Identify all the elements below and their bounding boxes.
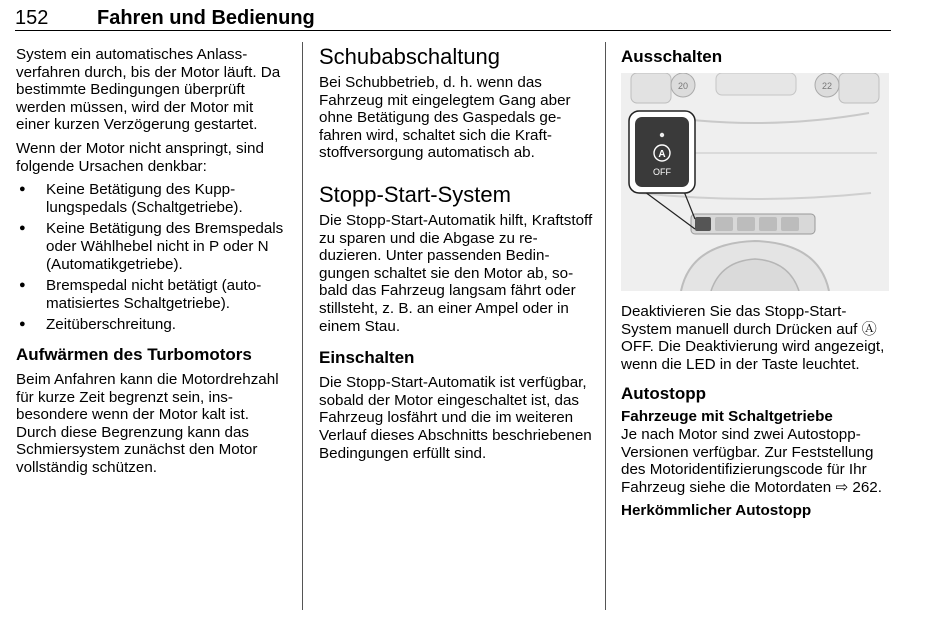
column-left [16,46,291,482]
list-item: ● Keine Betätigung des Bremspedals oder Wählhebel nicht in P oder N (Automatikgetriebe). [16,220,291,273]
paragraph-start-procedure: System ein automatisches Anlassverfahren durch, bis der Motor läuft. Da bestimmte Bedingungen überprüft werden müssen, wird der Motor mit einer kurzen Verzögerung gestartet. [16,46,281,134]
paragraph-stopp-start-system: Die Stopp-Start-Automatik hilft, Kraftstoff zu sparen und die Abgase zu reduzieren. Unter passenden Bedingungen schaltet sie den Motor ab, sobald das Fahrzeug langsam fährt oder stillsteht, z. B. an einer Ampel oder in einem Stau. [319,211,593,335]
chapter-title: Fahren und Bedienung [97,7,315,29]
stop-start-button-small [695,217,711,231]
heading-turbo-warmup: Aufwärmen des Turbomotors [16,344,252,364]
heading-stopp-start-system: Stopp-Start-System [319,181,511,207]
paragraph-turbo-warmup: Beim Anfahren kann die Motordrehzahl für kurze Zeit begrenzt sein, insbesondere wenn der Motor kalt ist. Durch diese Begrenzung kann das Schmiersystem zunächst den Motor vollständig schützen. [16,370,279,476]
page-number: 152 [15,7,49,29]
page-header [15,6,891,31]
heading-schubabschaltung: Schubabschaltung [319,44,501,69]
column-divider [605,42,606,610]
heading-herkoemmlicher-autostopp: Herkömmlicher Autostopp [621,502,812,520]
column-divider [302,42,303,610]
column-middle [319,46,594,468]
svg-text:20: 20 [677,81,689,91]
paragraph-einschalten: Die Stopp-Start-Automatik ist verfügbar, sobald der Motor eingeschaltet ist, das Fahrzeug losfährt und die im weiteren Verlauf dieses Abschnitts beschriebenen Bedingungen erfüllt sind. [319,374,592,462]
svg-text:A: A [658,149,666,160]
console-illustration [621,73,889,291]
heading-einschalten: Einschalten [319,348,415,368]
causes-list [16,181,291,334]
list-item: ● Bremspedal nicht betätigt (automatisiertes Schaltgetriebe). [16,277,291,312]
list-item: ● Zeitüberschreitung. [16,316,291,334]
heading-autostopp: Autostopp [621,384,706,404]
svg-text:22: 22 [821,81,833,91]
paragraph-schaltgetriebe: Je nach Motor sind zwei Autostopp-Versionen verfügbar. Zur Feststellung des Motoridentifizierungscode für Ihr Fahrzeug siehe die Motordaten ⇨ 262. [621,425,882,496]
column-right [621,46,893,520]
paragraph-schubabschaltung: Bei Schubbetrieb, d. h. wenn das Fahrzeug mit eingelegtem Gang aber ohne Betätigung des Gaspedals gefahren wird, schaltet sich die Kraftstoffversorgung automatisch ab. [319,74,571,162]
paragraph-ausschalten: Deaktivieren Sie das Stopp-Start-System manuell durch Drücken auf Ⓐ OFF. Die Deaktivierung wird angezeigt, wenn die LED in der Taste leuchtet. [621,303,885,373]
paragraph-causes-intro: Wenn der Motor nicht anspringt, sind folgende Ursachen denkbar: [16,139,264,175]
heading-schaltgetriebe: Fahrzeuge mit Schaltgetriebe [621,408,833,426]
list-item: ● Keine Betätigung des Kupplungspedals (Schaltgetriebe). [16,181,291,216]
button-off-label: OFF [653,167,671,177]
heading-ausschalten: Ausschalten [621,47,723,66]
console-drawing [621,73,889,291]
